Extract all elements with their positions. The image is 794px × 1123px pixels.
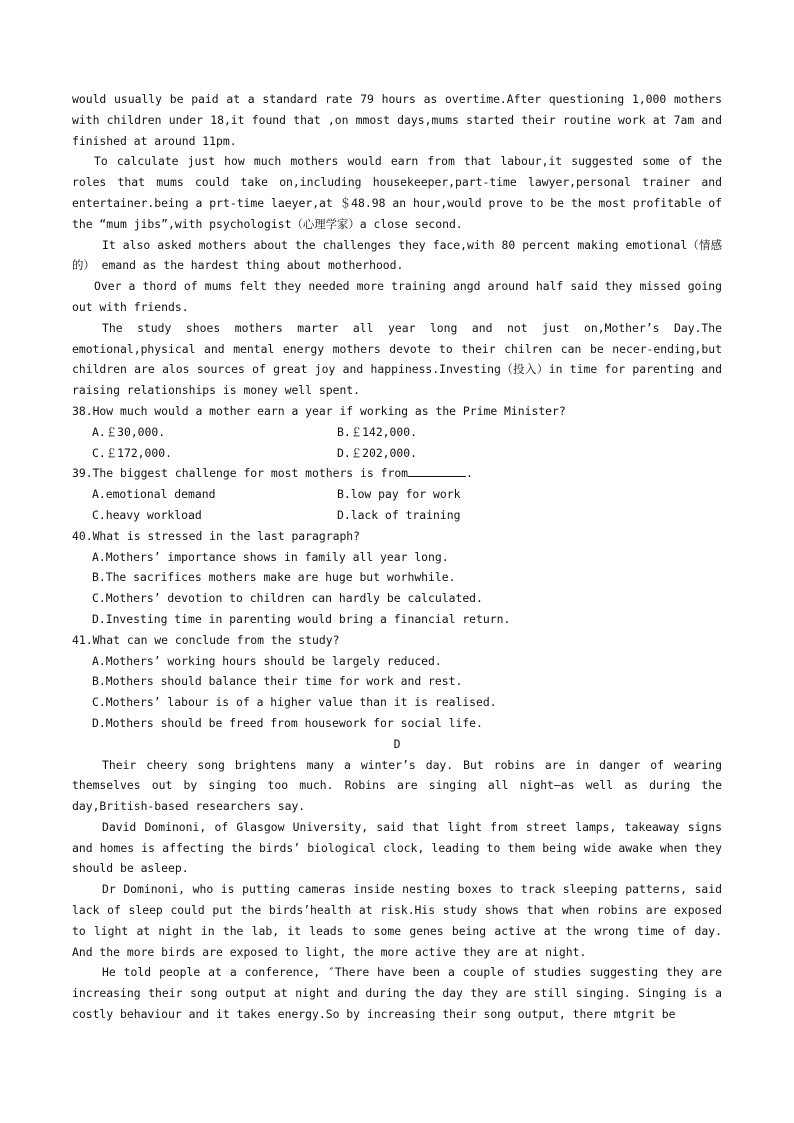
passage-d-paragraph-4: He told people at a conference, ″There have been a couple of studies suggesting they are increasing their song output at night and during the day they are still singing. Singing is a costly behaviour and it takes energy.So by increasing their song output, there mtgrit be xyxy=(72,965,722,1022)
passage-c-paragraph-2: To calculate just how much mothers would earn from that labour,it suggested some of the roles that mums could take on,including housekeeper,part-time lawyer,personal trainer and entertainer.being a prt-time laeyer,at ＄48.98 an hour,would prove to be the most profitable of the “mum jibs”,with psychologist（心理学家）a close second. xyxy=(72,154,722,231)
options xyxy=(72,484,722,526)
passage-d-paragraph-3: Dr Dominoni, who is putting cameras inside nesting boxes to track sleeping patterns, said lack of sleep could put the birds’health at risk.His study shows that when robins are exposed to light at night in the lab, it leads to some genes being active at the wrong time of day. And the more birds are exposed to light, the more active they are at night. xyxy=(72,882,722,959)
option-b: B.￡142,000. xyxy=(337,424,417,439)
option-d: D.Investing time in parenting would bring a financial return. xyxy=(92,611,511,626)
question-stem: 38.How much would a mother earn a year if working as the Prime Minister? xyxy=(72,403,566,418)
option-d: D.lack of training xyxy=(337,507,461,522)
passage-d-paragraph-1: Their cheery song brightens many a winter’s day. But robins are in danger of wearing themselves out by singing too much. Robins are singing all night—as well as during the day,British-based researchers say. xyxy=(72,757,722,814)
option-c: C.heavy workload xyxy=(92,507,202,522)
question-stem-after: . xyxy=(466,466,473,481)
passage-d-paragraph-2: David Dominoni, of Glasgow University, said that light from street lamps, takeaway signs and homes is affecting the birds’ biological clock, leading to them being wide awake when they should be asleep. xyxy=(72,819,722,876)
question-40 xyxy=(72,526,722,630)
question-stem xyxy=(72,463,722,484)
option-c: C.￡172,000. xyxy=(92,445,172,460)
passage-c-paragraph-5: The study shoes mothers marter all year long and not just on,Mother’s Day.The emotional,physical and mental energy mothers devote to their chilren can be necer-ending,but children are alos sources of great joy and happiness.Investing（投入）in time for parenting and raising relationships is money well spent. xyxy=(72,320,722,398)
passage-c-paragraph-4: Over a thord of mums felt they needed more training angd around half said they missed going out with friends. xyxy=(72,279,722,314)
question-stem: 40.What is stressed in the last paragraph? xyxy=(72,528,361,543)
question-41 xyxy=(72,630,722,734)
option-a: A.Mothers’ importance shows in family all year long. xyxy=(92,549,449,564)
document-page xyxy=(72,89,722,1025)
answer-blank xyxy=(408,464,466,477)
question-38 xyxy=(72,401,722,463)
option-a: A.emotional demand xyxy=(92,487,216,502)
option-b: B.low pay for work xyxy=(337,487,461,502)
option-d: D.Mothers should be freed from housework for social life. xyxy=(92,715,483,730)
question-stem-before: 39.The biggest challenge for most mothers is from xyxy=(72,466,409,481)
option-a: A.￡30,000. xyxy=(92,424,166,439)
passage-c-paragraph-3: It also asked mothers about the challenges they face,with 80 percent making emotional（情感的） emand as the hardest thing about motherhood. xyxy=(72,237,722,273)
option-c: C.Mothers’ labour is of a higher value than it is realised. xyxy=(92,695,497,710)
option-b: B.The sacrifices mothers make are huge but worhwhile. xyxy=(92,570,456,585)
option-a: A.Mothers’ working hours should be largely reduced. xyxy=(92,653,442,668)
question-stem: 41.What can we conclude from the study? xyxy=(72,632,340,647)
passage-d-heading: D xyxy=(393,736,401,751)
option-b: B.Mothers should balance their time for work and rest. xyxy=(92,674,463,689)
options xyxy=(72,422,722,464)
option-c: C.Mothers’ devotion to children can hardly be calculated. xyxy=(92,591,483,606)
question-39 xyxy=(72,463,722,525)
option-d: D.￡202,000. xyxy=(337,445,417,460)
passage-c-paragraph-1: would usually be paid at a standard rate 79 hours as overtime.After questioning 1,000 mothers with children under 18,it found that ,on mmost days,mums started their routine work at 7am and finished at around 11pm. xyxy=(72,92,722,148)
